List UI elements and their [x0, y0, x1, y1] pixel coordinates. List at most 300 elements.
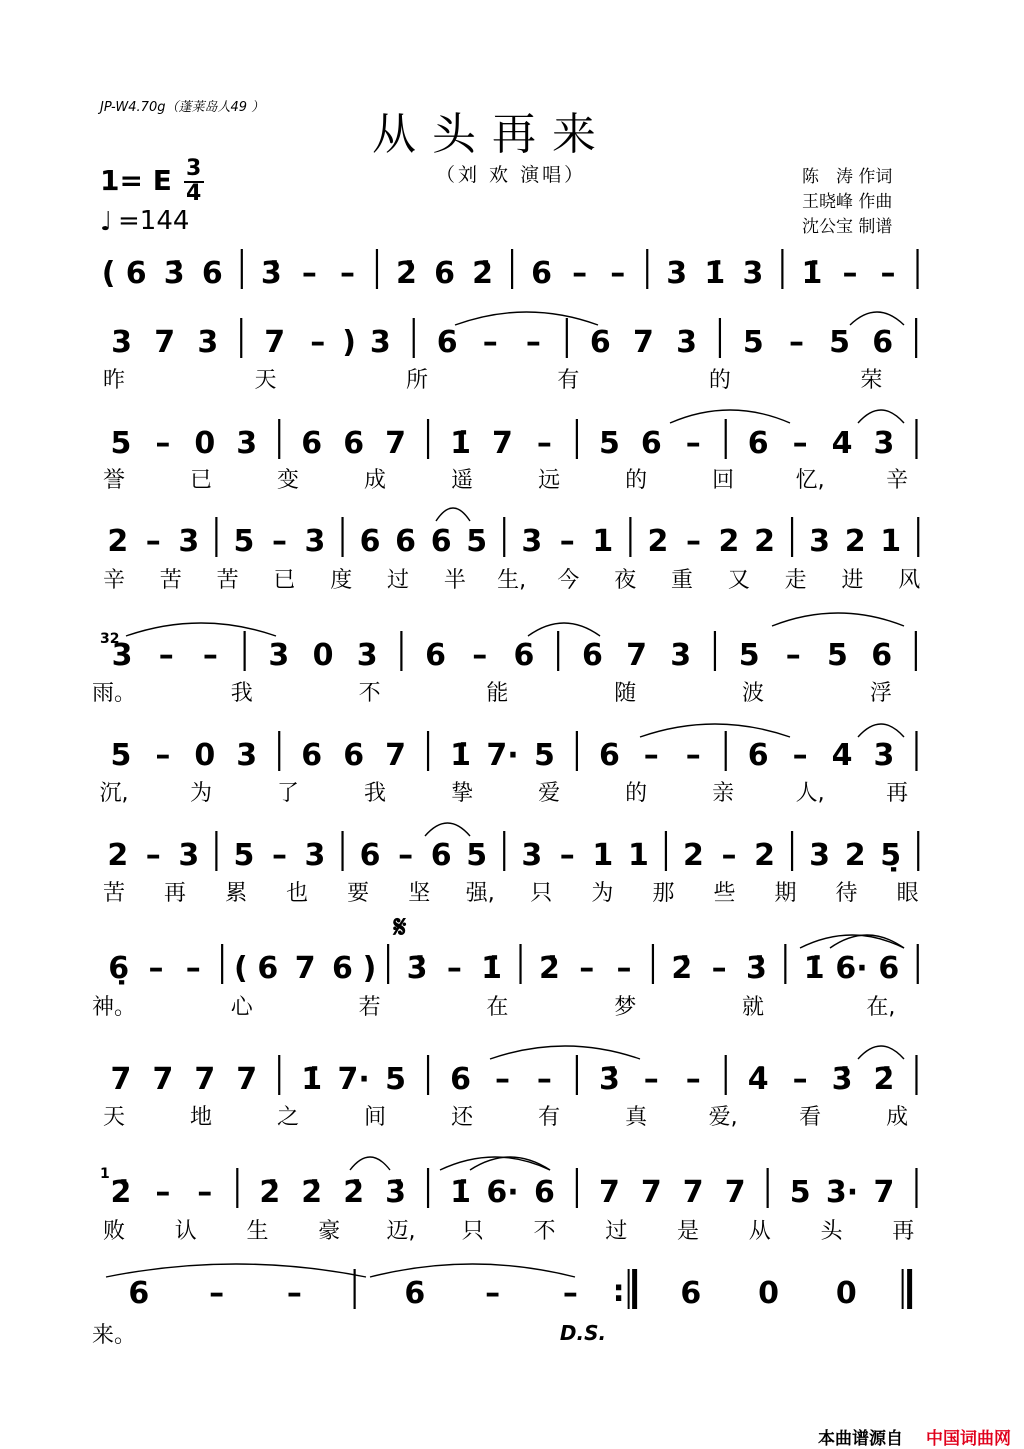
tempo-marking: =144: [118, 206, 190, 236]
lyric-syllable: 能: [486, 681, 509, 706]
score-note: 6: [359, 838, 381, 873]
lyric-syllable: 回: [712, 468, 735, 493]
singer-credit: （刘 欢 演唱）: [436, 164, 587, 186]
score-note: 2̇: [396, 256, 417, 291]
score-note: –: [579, 951, 595, 986]
lyric-syllable: 还: [451, 1105, 474, 1130]
lyric-syllable: 生,: [497, 568, 527, 593]
score-note: –: [643, 738, 659, 773]
score-note: 6: [343, 426, 365, 461]
lyric-syllable: 眼: [896, 881, 919, 906]
score-note: 5: [233, 524, 255, 559]
score-note: 7: [110, 1062, 132, 1097]
score-note: –: [197, 1175, 213, 1210]
score-note: –: [572, 256, 588, 291]
slur: [490, 1046, 640, 1059]
score-note: 6: [531, 256, 553, 291]
score-note: 4: [831, 426, 853, 461]
score-note: 2̇: [259, 1175, 281, 1210]
score-note: 3: [304, 524, 326, 559]
lyric-syllable: 那: [652, 881, 675, 906]
score-note: 2: [754, 838, 775, 873]
score-note: 6: [680, 1276, 702, 1311]
score-note: 0: [312, 638, 334, 673]
score-note: 3: [521, 524, 543, 559]
score-note: 3: [356, 638, 378, 673]
score-note: 7: [626, 638, 647, 673]
score-note: 7: [632, 325, 654, 360]
lyric-syllable: 天: [102, 1105, 126, 1130]
score-note: 2̇: [110, 1175, 132, 1210]
score-note: –: [271, 838, 287, 873]
score-note: –: [536, 1062, 552, 1097]
score-note: (: [101, 256, 116, 291]
score-note: 7: [154, 325, 176, 360]
score-note: –: [711, 951, 727, 986]
score-note: 3̇: [406, 951, 428, 986]
lyric-syllable: 过: [605, 1219, 628, 1244]
score-note: 6: [404, 1276, 426, 1311]
score-note: 1̇: [450, 738, 471, 773]
score-note: 2: [718, 524, 740, 559]
score-note: 6: [581, 638, 603, 673]
score-note: 2: [844, 838, 866, 873]
score-note: 3: [369, 325, 391, 360]
score-note: 7: [724, 1175, 746, 1210]
lyric-syllable: 挚: [451, 781, 474, 806]
score-note: 6: [430, 524, 452, 559]
lyric-syllable: 为: [591, 881, 614, 906]
slur: [850, 312, 904, 325]
score-note: 6: [359, 524, 381, 559]
lyric-syllable: 进: [841, 568, 864, 593]
lyric-syllable: 待: [835, 881, 858, 906]
lyric-syllable: 的: [708, 368, 731, 393]
lyric-syllable: 爱,: [708, 1105, 738, 1130]
score-note: 1̇: [481, 951, 503, 986]
lyric-syllable: 走: [784, 568, 807, 593]
score-note: 5: [789, 1175, 811, 1210]
score-note: 6·: [486, 1175, 519, 1210]
lyric-syllable: 有: [557, 368, 580, 393]
slur: [470, 1157, 550, 1170]
slur: [670, 410, 790, 423]
lyric-syllable: 期: [774, 881, 797, 906]
lyric-syllable: 已: [190, 468, 213, 493]
score-note: 5: [598, 426, 620, 461]
score-note: 7: [385, 738, 407, 773]
score-note: –: [209, 1276, 225, 1311]
score-note: –: [842, 256, 858, 291]
lyric-syllable: 浮: [869, 681, 892, 706]
score-note: 2: [683, 838, 704, 873]
score-note: 5: [533, 738, 555, 773]
score-note: 2̇: [538, 951, 560, 986]
lyric-syllable: 了: [277, 781, 300, 806]
score-note: 5: [110, 738, 132, 773]
lyric-syllable: 败: [102, 1219, 126, 1244]
lyric-syllable: 地: [190, 1105, 213, 1130]
score-note: –: [271, 524, 287, 559]
score-note: 2: [107, 838, 129, 873]
lyric-syllable: 在: [486, 995, 509, 1020]
score-note: 3: [670, 638, 692, 673]
score-note: 3: [666, 256, 688, 291]
lyric-syllable: 成: [364, 468, 387, 493]
lyric-syllable: 波: [742, 681, 765, 706]
score-note: –: [145, 524, 161, 559]
score-note: 1: [880, 524, 902, 559]
lyric-syllable: 坚: [408, 881, 431, 906]
score-note: 0: [194, 426, 216, 461]
lyric-syllable: 风: [898, 568, 921, 593]
score-note: 5: [110, 426, 132, 461]
score-note: –: [202, 638, 218, 673]
score-note: 1: [592, 524, 614, 559]
score-note: –: [792, 738, 808, 773]
score-note: –: [559, 838, 575, 873]
score-note: 0: [758, 1276, 780, 1311]
score-note: –: [643, 1062, 659, 1097]
time-signature-bottom: 4: [186, 181, 202, 206]
lyric-syllable: 之: [277, 1105, 300, 1130]
score-note: 6: [450, 1062, 471, 1097]
score-note: 3̇: [598, 1062, 620, 1097]
score-note: 1̇: [301, 1062, 323, 1097]
score-note: 7: [598, 1175, 620, 1210]
score-note: –: [494, 1062, 510, 1097]
lyric-syllable: 豪: [318, 1219, 341, 1244]
score-note: 6: [301, 426, 323, 461]
score-note: 3: [304, 838, 326, 873]
score-note: 6: [257, 951, 279, 986]
score-note: 3: [268, 638, 290, 673]
lyric-syllable: 迈,: [386, 1219, 416, 1244]
lyric-syllable: 强,: [465, 881, 495, 906]
slur: [350, 1157, 390, 1170]
lyric-syllable: 度: [330, 568, 353, 593]
lyric-syllable: 在,: [866, 995, 896, 1020]
score-note: 7·: [337, 1062, 370, 1097]
lyric-syllable: 我: [230, 681, 253, 706]
lyric-syllable: 再: [886, 781, 909, 806]
lyric-syllable: 间: [364, 1105, 387, 1130]
score-note: 5: [742, 325, 764, 360]
score-note: 6: [128, 1276, 150, 1311]
score-note: –: [155, 426, 171, 461]
score-note: 7: [294, 951, 316, 986]
time-signature-top: 3: [186, 156, 202, 181]
score-note: –: [155, 738, 171, 773]
composer-credit: 王晓峰 作曲: [802, 192, 893, 212]
score-note: 2̇: [343, 1175, 365, 1210]
song-title: 从头再来: [372, 109, 612, 160]
score-note: 6: [747, 738, 769, 773]
lyric-syllable: 苦: [159, 568, 182, 593]
score-note: 6: [589, 325, 611, 360]
score-note: 2: [844, 524, 866, 559]
score-note: 6: [301, 738, 323, 773]
score-note: –: [785, 638, 801, 673]
lyric-syllable: 人,: [795, 781, 825, 806]
score-note: 5: [233, 838, 255, 873]
slur: [830, 935, 904, 948]
score-note: 3: [521, 838, 543, 873]
score-note: 6: [125, 256, 147, 291]
score-note: 7: [152, 1062, 174, 1097]
score-note: 7: [264, 325, 286, 360]
lyric-syllable: 变: [277, 468, 300, 493]
lyric-syllable: 爱: [538, 781, 561, 806]
source-site-link[interactable]: 中国词曲网: [926, 1429, 1011, 1449]
lyric-syllable: 已: [273, 568, 296, 593]
lyric-syllable: 半: [443, 568, 466, 593]
score-note: 2̇: [671, 951, 693, 986]
score-note: 5: [827, 638, 848, 673]
score-note: –: [792, 1062, 808, 1097]
catalog-number: JP-W4.70g（蓬莱岛人49 ）: [100, 100, 265, 115]
score-note: 1̇: [801, 256, 823, 291]
score-note: 6: [201, 256, 223, 291]
lyric-syllable: 忆,: [795, 468, 825, 493]
slur: [640, 724, 790, 737]
lyric-syllable: 雨。: [91, 681, 137, 706]
lyric-syllable: 有: [538, 1105, 561, 1130]
score-note: 6: [436, 325, 458, 360]
grace-note: 1: [100, 1166, 110, 1182]
score-note: –: [398, 838, 414, 873]
lyric-syllable: 过: [387, 568, 410, 593]
score-note: 6: [513, 638, 535, 673]
score-note: –: [158, 638, 174, 673]
score-note: –: [616, 951, 632, 986]
score-note: –: [559, 524, 575, 559]
score-note: 3: [676, 325, 697, 360]
score-note: –: [721, 838, 737, 873]
score-note: 3: [111, 325, 132, 360]
score-note: 6: [425, 638, 447, 673]
score-note: 2̇: [873, 1062, 895, 1097]
lyric-syllable: 些: [713, 881, 736, 906]
score-note: 3: [809, 838, 831, 873]
lyric-syllable: 重: [671, 568, 694, 593]
score-note: –: [145, 838, 161, 873]
score-note: 3: [873, 738, 895, 773]
score-note: 1̇: [803, 951, 825, 986]
score-note: 1̇: [450, 426, 471, 461]
score-note: 5: [466, 838, 488, 873]
score-note: 1: [627, 838, 649, 873]
lyric-syllable: 神。: [91, 995, 137, 1020]
score-note: 3̇: [260, 256, 282, 291]
lyric-syllable: 是: [677, 1219, 700, 1244]
slur: [858, 410, 904, 423]
lyric-syllable: 亲: [712, 781, 735, 806]
lyric-syllable: 所: [405, 368, 428, 393]
source-label: 本曲谱源自: [818, 1429, 903, 1449]
score-note: 3: [197, 325, 219, 360]
score-note: 0: [835, 1276, 857, 1311]
slur: [425, 823, 470, 836]
lyric-syllable: 看: [799, 1105, 822, 1130]
score-note: 3̇: [385, 1175, 407, 1210]
score-note: 1̇: [450, 1175, 471, 1210]
score-note: 7: [682, 1175, 704, 1210]
score-note: 6: [533, 1175, 555, 1210]
score-note: 7: [492, 426, 513, 461]
score-note: 1̇: [704, 256, 726, 291]
segno-sign: 𝄋: [393, 910, 407, 945]
score-note: 5̣: [880, 838, 902, 873]
lyric-syllable: 苦: [102, 881, 126, 906]
lyric-syllable: 若: [358, 995, 381, 1020]
lyric-syllable: 要: [347, 881, 370, 906]
score-note: (: [233, 951, 248, 986]
score-note: –: [685, 426, 701, 461]
score-note: 6: [871, 638, 893, 673]
score-note: –: [155, 1175, 171, 1210]
key-signature: 1= E: [100, 164, 172, 197]
lyric-syllable: 我: [364, 781, 387, 806]
score-note: 3: [742, 256, 764, 291]
lyric-syllable: 就: [742, 995, 765, 1020]
lyric-syllable: 梦: [614, 995, 637, 1020]
score-note: 2: [107, 524, 129, 559]
score-note: –: [685, 1062, 701, 1097]
lyric-syllable: 誉: [102, 468, 126, 493]
lyric-syllable: 心: [230, 995, 253, 1020]
score-note: ): [342, 325, 356, 360]
score-note: 6: [747, 426, 769, 461]
repeat-dots: :: [612, 1274, 625, 1309]
slur: [436, 508, 470, 521]
score-note: –: [148, 951, 164, 986]
lyric-syllable: 辛: [886, 468, 909, 493]
score-note: 4: [831, 738, 853, 773]
lyricist-credit: 陈 涛 作词: [802, 167, 893, 187]
score-note: –: [792, 426, 808, 461]
score-note: 3: [873, 426, 895, 461]
score-note: –: [536, 426, 552, 461]
score-note: –: [339, 256, 355, 291]
lyric-syllable: 生: [246, 1219, 269, 1244]
grace-note: 32: [100, 631, 120, 647]
score-note: 6̣: [108, 951, 130, 986]
score-note: 2̇: [301, 1175, 323, 1210]
score-note: 2: [647, 524, 669, 559]
lyric-syllable: 头: [820, 1219, 843, 1244]
lyric-syllable: 为: [190, 781, 213, 806]
score-note: 6·: [835, 951, 868, 986]
lyric-syllable: 不: [358, 681, 381, 706]
score-note: –: [685, 524, 701, 559]
lyric-syllable: 随: [614, 681, 637, 706]
score-note: 6: [872, 325, 894, 360]
score-note: –: [472, 638, 488, 673]
score-note: 3·: [825, 1175, 859, 1210]
lyric-syllable: 远: [538, 468, 561, 493]
lyric-syllable: 今: [557, 568, 580, 593]
slur: [455, 312, 598, 325]
score-note: 6: [878, 951, 900, 986]
lyric-syllable: 夜: [614, 568, 637, 593]
lyric-syllable: 认: [174, 1219, 197, 1244]
score-note: –: [525, 325, 541, 360]
score-note: –: [185, 951, 201, 986]
lyric-syllable: 昨: [102, 368, 126, 393]
score-note: –: [610, 256, 626, 291]
score-note: 2: [754, 524, 775, 559]
score-note: –: [482, 325, 498, 360]
lyric-syllable: 的: [625, 781, 648, 806]
quarter-note-icon: ♩: [100, 207, 113, 237]
lyric-syllable: 真: [625, 1105, 648, 1130]
transcriber-credit: 沈公宝 制谱: [802, 217, 893, 237]
score-note: 6: [343, 738, 365, 773]
score-note: –: [310, 325, 326, 360]
score-note: 1: [592, 838, 614, 873]
lyric-syllable: 从: [748, 1219, 771, 1244]
lyric-syllable: 只: [530, 881, 553, 906]
score-note: 5: [738, 638, 760, 673]
dal-segno-mark: D.S.: [559, 1321, 607, 1345]
score-note: 6: [434, 256, 455, 291]
score-note: 3̇: [163, 256, 185, 291]
lyric-syllable: 累: [225, 881, 248, 906]
slur: [528, 623, 600, 636]
score-note: 5: [385, 1062, 407, 1097]
score-note: –: [685, 738, 701, 773]
lyric-syllable: 再: [164, 881, 187, 906]
score-note: 3: [236, 738, 258, 773]
score-note: 2̇: [472, 256, 494, 291]
lyric-syllable: 也: [286, 881, 309, 906]
score-note: –: [788, 325, 804, 360]
score-note: 3: [111, 638, 133, 673]
score-note: 7: [194, 1062, 216, 1097]
lyric-syllable: 再: [892, 1219, 915, 1244]
score-note: –: [446, 951, 462, 986]
score-note: –: [562, 1276, 578, 1311]
score-note: 3: [809, 524, 831, 559]
slur: [858, 724, 904, 737]
score-note: 3̇: [745, 951, 767, 986]
slur: [370, 1264, 575, 1277]
score-note: 3: [178, 838, 200, 873]
score-note: 6: [395, 524, 417, 559]
lyric-syllable: 天: [254, 368, 277, 393]
score-note: 3̇: [831, 1062, 853, 1097]
score-note: 6: [598, 738, 620, 773]
score-note: 6: [331, 951, 353, 986]
score-note: –: [286, 1276, 302, 1311]
score-note: 7: [236, 1062, 258, 1097]
lyric-syllable: 苦: [216, 568, 239, 593]
score-note: 7: [873, 1175, 895, 1210]
lyric-syllable: 的: [625, 468, 648, 493]
lyric-syllable: 不: [533, 1219, 556, 1244]
lyric-syllable: 辛: [102, 568, 126, 593]
score-note: 7: [385, 426, 407, 461]
score-note: 4̇: [747, 1062, 769, 1097]
lyric-syllable: 来。: [91, 1323, 137, 1348]
score-note: ): [362, 951, 377, 986]
lyric-syllable: 遥: [451, 468, 474, 493]
score-note: 7: [640, 1175, 662, 1210]
lyric-syllable: 成: [886, 1105, 909, 1130]
lyric-syllable: 又: [727, 568, 750, 593]
score-note: 5: [829, 325, 851, 360]
